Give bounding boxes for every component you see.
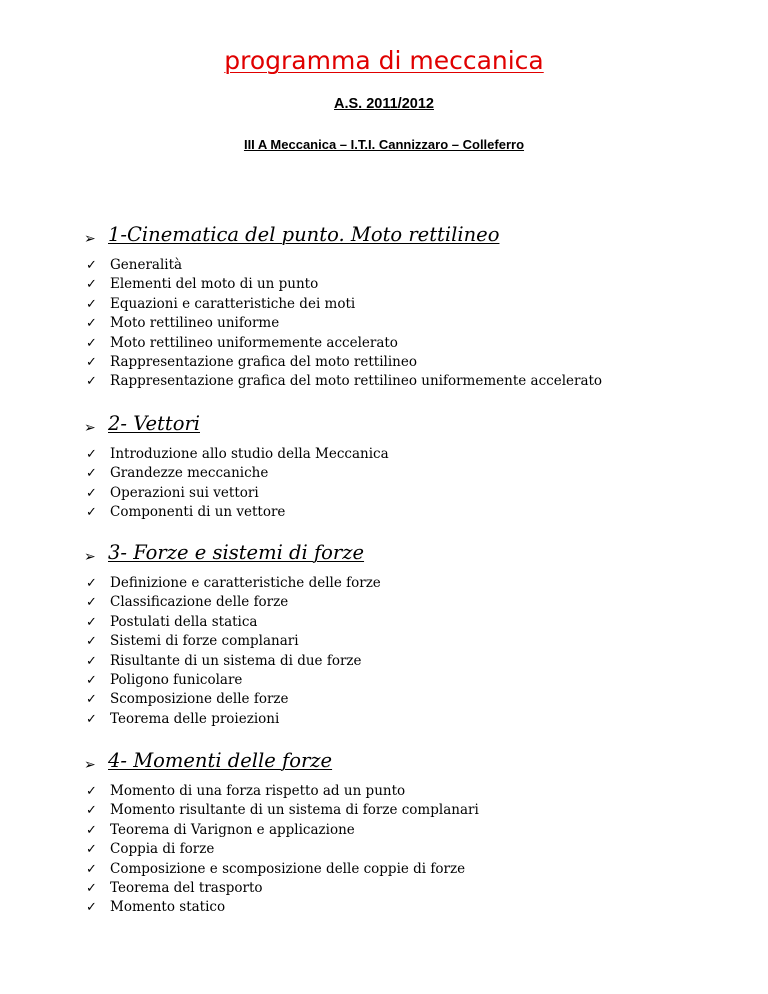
list-item-text: Teorema del trasporto: [110, 879, 263, 896]
section-title: 1-Cinematica del punto. Moto rettilineo: [108, 223, 500, 246]
list-item-text: Equazioni e caratteristiche dei moti: [110, 295, 356, 312]
check-icon: ✓: [86, 485, 97, 501]
list-item-text: Sistemi di forze complanari: [110, 633, 299, 650]
check-icon: ✓: [86, 505, 97, 521]
list-item-text: Classificazione delle forze: [110, 594, 289, 611]
check-icon: ✓: [86, 354, 97, 370]
arrow-bullet-icon: ➢: [84, 231, 96, 247]
list-item-text: Generalità: [110, 257, 183, 273]
list-item-text: Elementi del moto di un punto: [110, 276, 319, 293]
check-icon: ✓: [86, 900, 97, 916]
list-item-text: Momento di una forza rispetto ad un punto: [110, 783, 406, 799]
check-icon: ✓: [86, 466, 97, 482]
check-icon: ✓: [86, 803, 97, 819]
list-item-text: Teorema delle proiezioni: [110, 710, 280, 727]
list-item-text: Moto rettilineo uniforme: [110, 315, 280, 332]
list-item-text: Momento statico: [110, 899, 226, 916]
class-info: III A Meccanica – I.T.I. Cannizzaro – Colleferro: [243, 137, 525, 152]
check-icon: ✓: [86, 258, 97, 273]
check-icon: ✓: [86, 634, 97, 650]
list-item-text: Rappresentazione grafica del moto rettilineo uniformemente accelerato: [110, 373, 603, 390]
check-icon: ✓: [86, 822, 97, 838]
check-icon: ✓: [86, 880, 97, 896]
list-item-text: Operazioni sui vettori: [110, 484, 259, 501]
check-icon: ✓: [86, 296, 97, 312]
check-icon: ✓: [86, 316, 97, 332]
section-title: 4- Momenti delle forze: [108, 749, 333, 772]
list-item-text: Momento risultante di un sistema di forze complanari: [110, 802, 479, 819]
check-icon: ✓: [86, 447, 97, 462]
list-item-text: Poligono funicolare: [110, 671, 243, 688]
check-icon: ✓: [86, 861, 97, 877]
check-icon: ✓: [86, 692, 97, 708]
list-item-text: Postulati della statica: [110, 613, 258, 630]
list-item-text: Grandezze meccaniche: [110, 465, 269, 482]
arrow-bullet-icon: ➢: [84, 549, 96, 565]
check-icon: ✓: [86, 374, 97, 390]
list-item-text: Coppia di forze: [110, 841, 215, 858]
list-item-text: Teorema di Varignon e applicazione: [110, 821, 355, 838]
document-title: programma di meccanica: [224, 46, 544, 75]
list-item-text: Moto rettilineo uniformemente accelerato: [110, 334, 398, 351]
school-year: A.S. 2011/2012: [334, 96, 434, 112]
check-icon: ✓: [86, 784, 97, 799]
check-icon: ✓: [86, 711, 97, 727]
check-icon: ✓: [86, 595, 97, 611]
section-title: 2- Vettori: [108, 412, 200, 435]
check-icon: ✓: [86, 842, 97, 858]
list-item-text: Definizione e caratteristiche delle forze: [110, 575, 381, 591]
list-item-text: Componenti di un vettore: [110, 504, 286, 521]
check-icon: ✓: [86, 653, 97, 669]
arrow-bullet-icon: ➢: [84, 420, 96, 436]
check-icon: ✓: [86, 576, 97, 591]
list-item-text: Scomposizione delle forze: [110, 691, 289, 708]
list-item-text: Risultante di un sistema di due forze: [110, 652, 362, 669]
check-icon: ✓: [86, 335, 97, 351]
check-icon: ✓: [86, 672, 97, 688]
section-title: 3- Forze e sistemi di forze: [108, 541, 365, 564]
list-item-text: Composizione e scomposizione delle coppie di forze: [110, 860, 466, 877]
list-item-text: Introduzione allo studio della Meccanica: [110, 446, 389, 462]
check-icon: ✓: [86, 614, 97, 630]
arrow-bullet-icon: ➢: [84, 757, 96, 773]
list-item-text: Rappresentazione grafica del moto rettilineo: [110, 353, 417, 370]
check-icon: ✓: [86, 277, 97, 293]
